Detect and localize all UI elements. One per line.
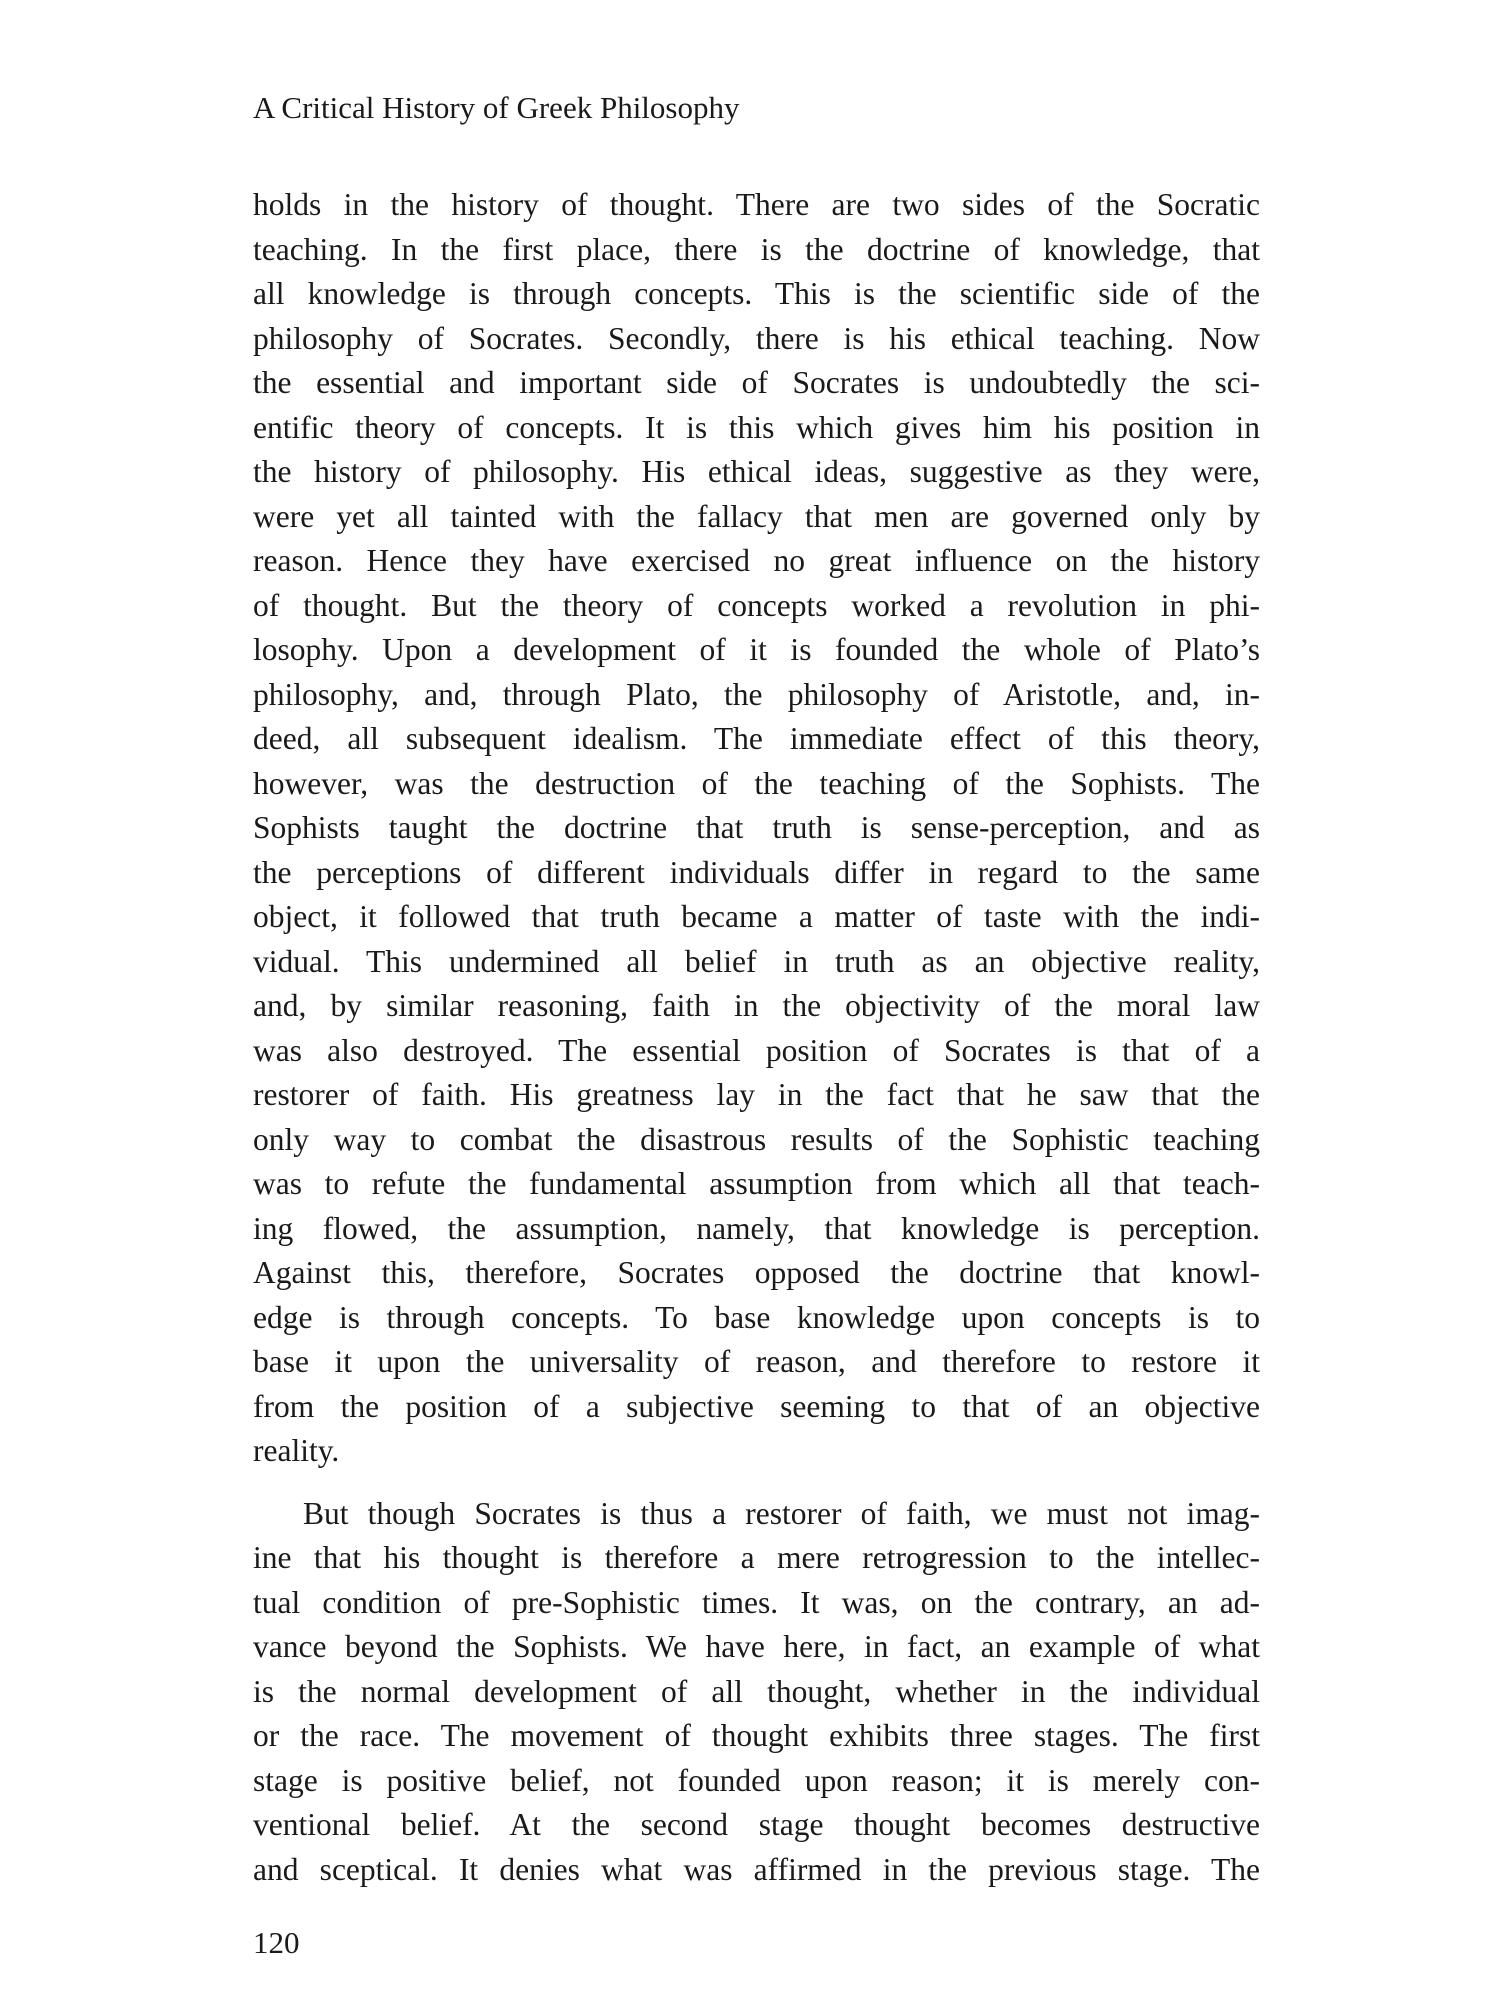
paragraph-gap xyxy=(253,1474,1260,1492)
text-line: reason. Hence they have exercised no great influence on the history xyxy=(253,543,1260,578)
text-line: vidual. This undermined all belief in truth as an objective reality, xyxy=(253,943,1260,979)
text-line: Sophists taught the doctrine that truth is sense-perception, and as xyxy=(253,810,1260,845)
text-line: vance beyond the Sophists. We have here, in fact, an example of what xyxy=(253,1629,1260,1664)
text-line: base it upon the universality of reason, and therefore to restore it xyxy=(253,1344,1260,1379)
text-line: the essential and important side of Socrates is undoubtedly the sci- xyxy=(253,365,1260,400)
text-line: object, it followed that truth became a matter of taste with the indi- xyxy=(253,899,1260,934)
text-line: was to refute the fundamental assumption from which all that teach- xyxy=(253,1166,1260,1201)
text-line: entific theory of concepts. It is this which gives him his position in xyxy=(253,409,1260,445)
text-line: holds in the history of thought. There are two sides of the Socratic xyxy=(253,187,1260,222)
text-line: edge is through concepts. To base knowledge upon concepts is to xyxy=(253,1299,1260,1335)
text-line: from the position of a subjective seeming to that of an objective xyxy=(253,1388,1260,1424)
text-line: losophy. Upon a development of it is founded the whole of Plato’s xyxy=(253,632,1260,667)
paragraph xyxy=(253,183,1260,1474)
text-line: and sceptical. It denies what was affirmed in the previous stage. The xyxy=(253,1851,1260,1887)
text-line: or the race. The movement of thought exhibits three stages. The first xyxy=(253,1718,1260,1753)
text-line: ventional belief. At the second stage thought becomes destructive xyxy=(253,1807,1260,1842)
text-line: tual condition of pre-Sophistic times. It was, on the contrary, an ad- xyxy=(253,1584,1260,1620)
text-line: stage is positive belief, not founded upon reason; it is merely con- xyxy=(253,1762,1260,1798)
running-head: A Critical History of Greek Philosophy xyxy=(253,90,740,125)
text-line: the history of philosophy. His ethical ideas, suggestive as they were, xyxy=(253,454,1260,489)
text-line: But though Socrates is thus a restorer of faith, we must not imag- xyxy=(303,1495,1260,1531)
paragraph xyxy=(253,1492,1260,1893)
text-line: only way to combat the disastrous results of the Sophistic teaching xyxy=(253,1121,1260,1157)
page-number: 120 xyxy=(253,1925,300,1960)
text-line: deed, all subsequent idealism. The immediate effect of this theory, xyxy=(253,721,1260,756)
text-line: of thought. But the theory of concepts worked a revolution in phi- xyxy=(253,587,1260,623)
text-line: however, was the destruction of the teaching of the Sophists. The xyxy=(253,765,1260,801)
text-line: philosophy of Socrates. Secondly, there is his ethical teaching. Now xyxy=(253,320,1260,356)
text-line: teaching. In the first place, there is the doctrine of knowledge, that xyxy=(253,231,1260,267)
text-line: was also destroyed. The essential position of Socrates is that of a xyxy=(253,1032,1260,1068)
text-line: restorer of faith. His greatness lay in the fact that he saw that the xyxy=(253,1077,1260,1112)
text-line: ing flowed, the assumption, namely, that knowledge is perception. xyxy=(253,1210,1260,1246)
text-line: were yet all tainted with the fallacy that men are governed only by xyxy=(253,498,1260,534)
text-line: Against this, therefore, Socrates opposed the doctrine that knowl- xyxy=(253,1255,1260,1290)
text-line: all knowledge is through concepts. This is the scientific side of the xyxy=(253,276,1260,311)
text-line: philosophy, and, through Plato, the philosophy of Aristotle, and, in- xyxy=(253,676,1260,712)
text-line: the perceptions of different individuals differ in regard to the same xyxy=(253,854,1260,890)
text-line: reality. xyxy=(253,1433,340,1468)
text-line: and, by similar reasoning, faith in the objectivity of the moral law xyxy=(253,988,1260,1023)
body-text xyxy=(253,183,1260,1892)
text-line: ine that his thought is therefore a mere retrogression to the intellec- xyxy=(253,1540,1260,1575)
text-line: is the normal development of all thought, whether in the individual xyxy=(253,1673,1260,1709)
